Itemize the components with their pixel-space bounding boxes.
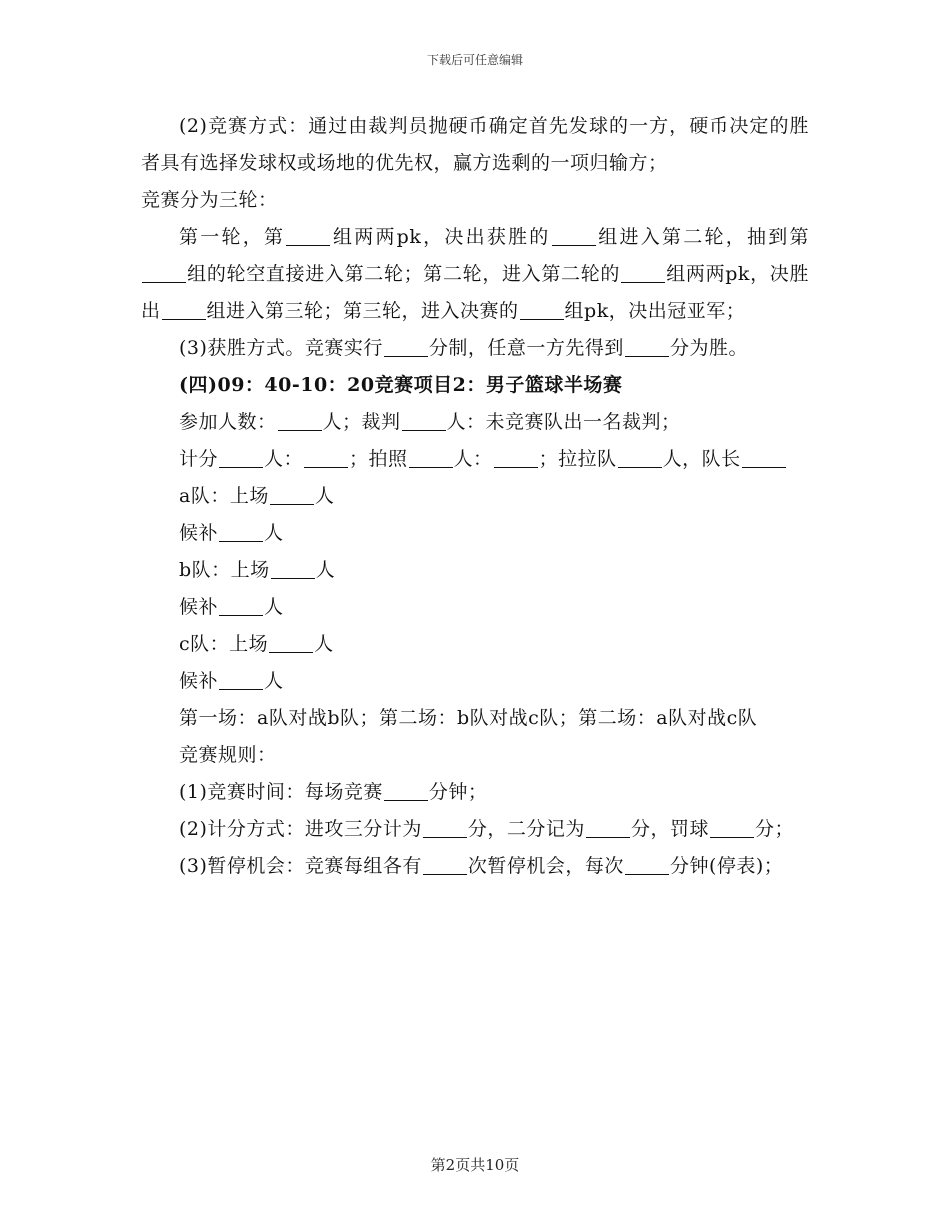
text-span: 组的轮空直接进入第二轮；第二轮，进入第二轮的 xyxy=(187,263,621,285)
fill-blank xyxy=(494,448,538,468)
fill-blank xyxy=(384,781,428,801)
fill-blank xyxy=(278,411,322,431)
text-span: 分，二分记为 xyxy=(467,818,585,840)
text-span: 候补 xyxy=(179,522,219,544)
match-schedule: 第一场：a队对战b队；第二场：b队对战c队；第二场：a队对战c队 xyxy=(179,707,758,729)
fill-blank xyxy=(219,670,263,690)
text-span: 计分 xyxy=(179,448,219,470)
text-span: 分制，任意一方先得到 xyxy=(428,337,624,359)
fill-blank xyxy=(625,337,669,357)
fill-blank xyxy=(618,448,662,468)
text-span: 人： xyxy=(264,448,304,470)
team-b-starting xyxy=(141,552,809,589)
fill-blank xyxy=(219,522,263,542)
text-span: 人，队长 xyxy=(662,448,741,470)
fill-blank xyxy=(552,226,596,246)
text-span: ；拉拉队 xyxy=(538,448,617,470)
fill-blank xyxy=(219,448,263,468)
fill-blank xyxy=(742,448,786,468)
fill-blank xyxy=(520,300,564,320)
text-span: (3)暂停机会：竞赛每组各有 xyxy=(179,855,422,877)
text-span: 分； xyxy=(754,818,794,840)
fill-blank xyxy=(142,263,186,283)
text-span: 分钟； xyxy=(428,781,488,803)
text-span: ；拍照 xyxy=(349,448,408,470)
page-number: 第2页共10页 xyxy=(430,1156,520,1174)
text-span: b队：上场 xyxy=(179,559,270,581)
fill-blank xyxy=(269,633,313,653)
fill-blank xyxy=(423,855,467,875)
fill-blank xyxy=(423,818,467,838)
win-method-paragraph xyxy=(141,330,809,367)
text-span: (2)计分方式：进攻三分计为 xyxy=(179,818,422,840)
page-header-note: 下载后可任意编辑 xyxy=(426,53,523,67)
team-a-starting xyxy=(141,478,809,515)
fill-blank xyxy=(271,559,315,579)
rule-timeouts xyxy=(141,848,809,885)
text-span: 人 xyxy=(314,485,335,507)
fill-blank xyxy=(625,855,669,875)
text-span: 人 xyxy=(264,670,284,692)
fill-blank xyxy=(286,226,330,246)
text-span: 分为胜。 xyxy=(669,337,748,359)
rounds-paragraph xyxy=(141,219,809,330)
text-span: 候补 xyxy=(179,596,219,618)
fill-blank xyxy=(304,448,348,468)
rule-scoring xyxy=(141,811,809,848)
text-span: 人 xyxy=(264,522,284,544)
team-c-substitutes xyxy=(141,663,809,700)
text-span: 人： xyxy=(453,448,493,470)
rounds-intro: 竞赛分为三轮： xyxy=(141,189,278,211)
fill-blank xyxy=(384,337,428,357)
fill-blank xyxy=(621,263,665,283)
text-span: 候补 xyxy=(179,670,219,692)
text-span: 组pk，决出冠亚军； xyxy=(564,300,746,322)
fill-blank xyxy=(219,596,263,616)
text-span: (3)获胜方式。竞赛实行 xyxy=(179,337,383,359)
fill-blank xyxy=(409,448,453,468)
text-span: 次暂停机会，每次 xyxy=(467,855,624,877)
fill-blank xyxy=(710,818,754,838)
fill-blank xyxy=(270,485,314,505)
fill-blank xyxy=(402,411,446,431)
team-a-substitutes xyxy=(141,515,809,552)
text-span: c队：上场 xyxy=(179,633,269,655)
rule-game-time xyxy=(141,774,809,811)
text-span: 参加人数： xyxy=(179,411,277,433)
team-b-substitutes xyxy=(141,589,809,626)
document-body xyxy=(141,108,809,885)
section-heading: (四)09：40-10：20竞赛项目2：男子篮球半场赛 xyxy=(179,374,623,396)
text-span: 人 xyxy=(264,596,284,618)
text-span: a队：上场 xyxy=(179,485,269,507)
team-c-starting xyxy=(141,626,809,663)
text-span: 分钟(停表)； xyxy=(669,855,784,877)
text-span: 第一轮，第 xyxy=(179,226,286,248)
text-span: 组进入第二轮，抽到第 xyxy=(596,226,809,248)
text-span: 组两两pk，决出获胜的 xyxy=(331,226,551,248)
text-span: 人 xyxy=(314,633,334,655)
text-span: 分，罚球 xyxy=(630,818,709,840)
participants-line xyxy=(141,404,809,441)
text-span: 人；裁判 xyxy=(322,411,401,433)
text-span: 人 xyxy=(315,559,336,581)
text-span: 组进入第三轮；第三轮，进入决赛的 xyxy=(206,300,519,322)
text-span: 人：未竞赛队出一名裁判； xyxy=(446,411,681,433)
competition-method-paragraph: (2)竞赛方式：通过由裁判员抛硬币确定首先发球的一方，硬币决定的胜者具有选择发球权或场地的优先权，赢方选剩的一项归输方； xyxy=(141,115,809,174)
text-span: 组两两pk，决胜出 xyxy=(141,263,809,322)
fill-blank xyxy=(162,300,206,320)
fill-blank xyxy=(586,818,630,838)
rules-title: 竞赛规则： xyxy=(179,744,277,766)
staff-line xyxy=(141,441,809,478)
text-span: (1)竞赛时间：每场竞赛 xyxy=(179,781,383,803)
